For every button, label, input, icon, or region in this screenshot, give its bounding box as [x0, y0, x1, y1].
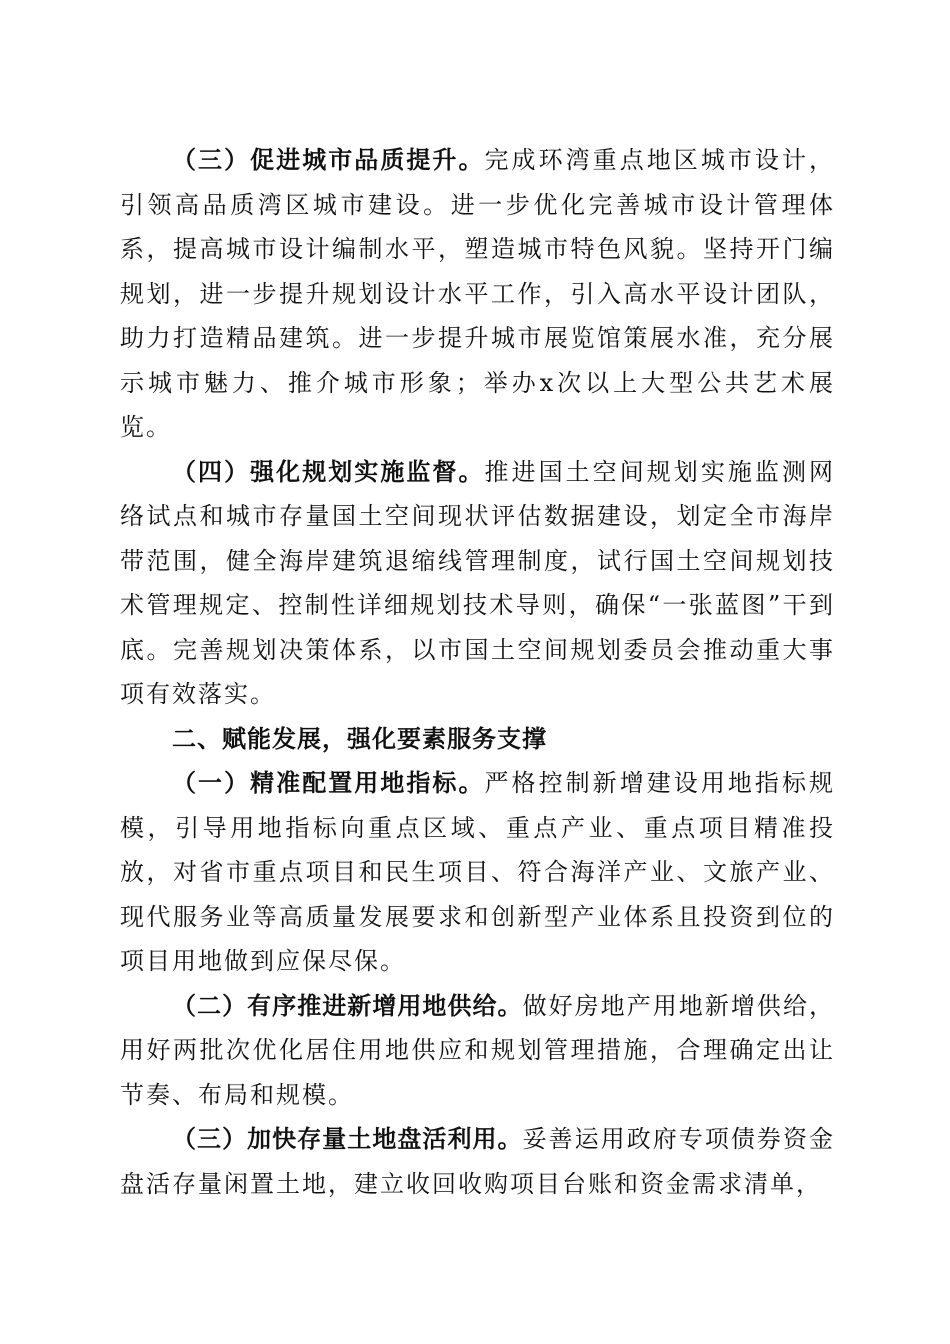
paragraph-land-indicators	[120, 761, 835, 984]
paragraph-lead: （三）促进城市品质提升。	[172, 146, 485, 174]
document-body	[120, 138, 835, 1206]
paragraph-lead: （二）有序推进新增用地供给。	[172, 991, 523, 1020]
paragraph-text: 严格控制新增建设用地指标规模，引导用地指标向重点区域、重点产业、重点项目精准投放，对省市重点项目和民生项目、符合海洋产业、文旅产业、现代服务业等高质量发展要求和创新型产业体系且投资到位的项目用地做到应保尽保。	[120, 769, 835, 975]
paragraph-text: 推进国土空间规划实施监测网络试点和城市存量国土空间现状评估数据建设，划定全市海岸带范围，健全海岸建筑退缩线管理制度，试行国土空间规划技术管理规定、控制性详细规划技术导则，确保“一张蓝图”干到底。完善规划决策体系，以市国土空间规划委员会推动重大事项有效落实。	[120, 457, 835, 708]
paragraph-planning-supervision	[120, 450, 835, 717]
paragraph-text: 完成环湾重点地区城市设计，引领高品质湾区城市建设。进一步优化完善城市设计管理体系，提高城市设计编制水平，塑造城市特色风貌。坚持开门编规划，进一步提升规划设计水平工作，引入高水平设计团队，助力打造精品建筑。进一步提升城市展览馆策展水准，充分展示城市魅力、推介城市形象；举办x次以上大型公共艺术展览。	[120, 146, 835, 441]
paragraph-text: 做好房地产用地新增供给，用好两批次优化居住用地供应和规划管理措施，合理确定出让节奏、布局和规模。	[120, 991, 836, 1109]
section-heading: 二、赋能发展，强化要素服务支撑	[172, 724, 547, 753]
paragraph-lead: （一）精准配置用地指标。	[172, 769, 485, 797]
paragraph-existing-land-use	[120, 1117, 835, 1206]
paragraph-new-land-supply	[120, 984, 835, 1118]
paragraph-text: 妥善运用政府专项债券资金盘活存量闲置土地，建立收回收购项目台账和资金需求清单，	[120, 1125, 836, 1198]
paragraph-city-quality	[120, 138, 835, 450]
paragraph-lead: （三）加快存量土地盘活利用。	[172, 1125, 523, 1153]
paragraph-lead: （四）强化规划实施监督。	[172, 457, 485, 486]
